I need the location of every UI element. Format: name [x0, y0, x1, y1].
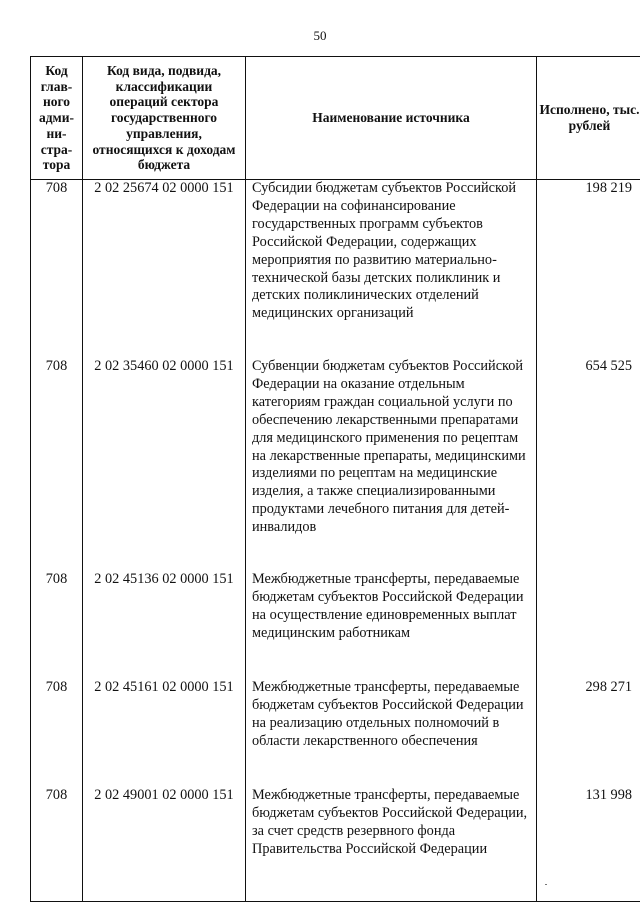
admin-code-cell: 708	[31, 787, 83, 902]
admin-code-cell: 708	[31, 571, 83, 679]
table-row	[31, 180, 640, 359]
executed-amount-cell: 298 271	[537, 679, 640, 787]
executed-amount-cell: 198 219	[537, 180, 640, 359]
source-name-cell: Субвенции бюджетам субъектов Российской Федерации на оказание отдельным категориям граждан социальной услуги по обеспечению лекарственными препаратами для медицинского применения по рецептам на лекарственные препараты, медицинскими изделиями по рецептам на медицинские изделия, а также специализированными продуктами лечебного питания для детей-инвалидов	[246, 358, 537, 571]
classification-code-cell: 2 02 35460 02 0000 151	[83, 358, 246, 571]
source-name-cell: Межбюджетные трансферты, передаваемые бюджетам субъектов Российской Федерации, за счет средств резервного фонда Правительства Российской Федерации	[246, 787, 537, 902]
source-name-cell: Межбюджетные трансферты, передаваемые бюджетам субъектов Российской Федерации на осуществление единовременных выплат медицинским работникам	[246, 571, 537, 679]
table-row	[31, 787, 640, 902]
source-name-cell: Межбюджетные трансферты, передаваемые бюджетам субъектов Российской Федерации на реализацию отдельных полномочий в области лекарственного обеспечения	[246, 679, 537, 787]
source-name-cell: Субсидии бюджетам субъектов Российской Федерации на софинансирование государственных программ субъектов Российской Федерации, содержащих мероприятия по развитию материально-технической базы детских поликлиник и детских поликлинических отделений медицинских организаций	[246, 180, 537, 359]
table-row	[31, 571, 640, 679]
admin-code-cell: 708	[31, 358, 83, 571]
header-source-name: Наименование источника	[246, 57, 537, 180]
table-header-row	[31, 57, 640, 180]
executed-amount-cell	[537, 571, 640, 679]
table-row	[31, 358, 640, 571]
page-number: 50	[313, 28, 327, 43]
table-row	[31, 679, 640, 787]
admin-code-cell: 708	[31, 679, 83, 787]
classification-code-cell: 2 02 45136 02 0000 151	[83, 571, 246, 679]
header-classification-code: Код вида, подвида, классификации операций сектора государственного управления, относящихся к доходам бюджета	[83, 57, 246, 180]
budget-revenue-table	[30, 56, 640, 902]
classification-code-cell: 2 02 49001 02 0000 151	[83, 787, 246, 902]
classification-code-cell: 2 02 45161 02 0000 151	[83, 679, 246, 787]
executed-amount-cell: 131 998	[537, 787, 640, 902]
header-executed: Исполнено, тыс. рублей	[537, 57, 640, 180]
executed-amount-cell: 654 525	[537, 358, 640, 571]
header-admin-code: Код глав-ного адми-ни-стра-тора	[31, 57, 83, 180]
classification-code-cell: 2 02 25674 02 0000 151	[83, 180, 246, 359]
scan-speck	[545, 884, 547, 885]
admin-code-cell: 708	[31, 180, 83, 359]
